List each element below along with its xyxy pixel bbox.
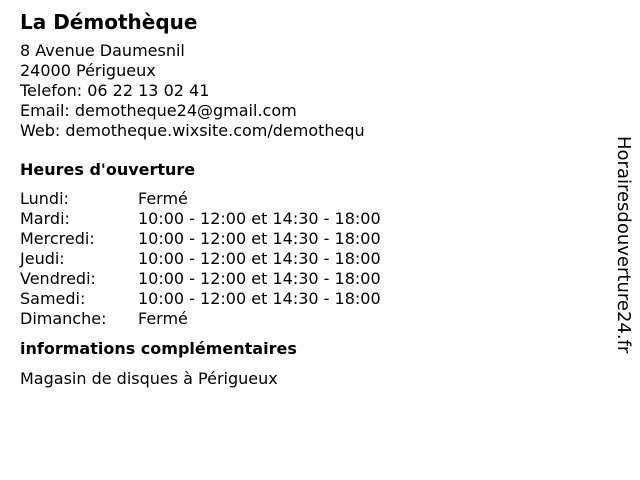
site-watermark: Horairesdouverture24.fr [613, 136, 634, 354]
day-label: Dimanche: [20, 309, 107, 328]
address-street: 8 Avenue Daumesnil [20, 41, 185, 60]
additional-info-text: Magasin de disques à Périgueux [20, 369, 278, 388]
hours-row-sunday [20, 309, 605, 329]
hours-row-thursday [20, 249, 605, 269]
phone-text: Telefon: 06 22 13 02 41 [20, 81, 210, 100]
opening-hours-title: Heures d'ouverture [20, 160, 196, 179]
hours-value: 10:00 - 12:00 et 14:30 - 18:00 [138, 209, 381, 228]
day-label: Samedi: [20, 289, 86, 308]
hours-value: Fermé [138, 189, 188, 208]
day-label: Mercredi: [20, 229, 95, 248]
website-text: Web: demotheque.wixsite.com/demothequ [20, 121, 365, 140]
additional-info-title: informations complémentaires [20, 339, 297, 358]
day-label: Mardi: [20, 209, 70, 228]
address-city: 24000 Périgueux [20, 61, 156, 80]
hours-value: Fermé [138, 309, 188, 328]
email-text: Email: demotheque24@gmail.com [20, 101, 297, 120]
opening-hours-table [20, 189, 605, 329]
hours-value: 10:00 - 12:00 et 14:30 - 18:00 [138, 289, 381, 308]
hours-row-monday [20, 189, 605, 209]
store-name: La Démothèque [20, 10, 198, 34]
hours-row-tuesday [20, 209, 605, 229]
store-contact-block [20, 41, 605, 141]
hours-row-wednesday [20, 229, 605, 249]
hours-row-saturday [20, 289, 605, 309]
day-label: Jeudi: [20, 249, 65, 268]
day-label: Vendredi: [20, 269, 96, 288]
hours-value: 10:00 - 12:00 et 14:30 - 18:00 [138, 269, 381, 288]
day-label: Lundi: [20, 189, 69, 208]
hours-value: 10:00 - 12:00 et 14:30 - 18:00 [138, 249, 381, 268]
hours-value: 10:00 - 12:00 et 14:30 - 18:00 [138, 229, 381, 248]
hours-row-friday [20, 269, 605, 289]
store-card [20, 9, 605, 389]
